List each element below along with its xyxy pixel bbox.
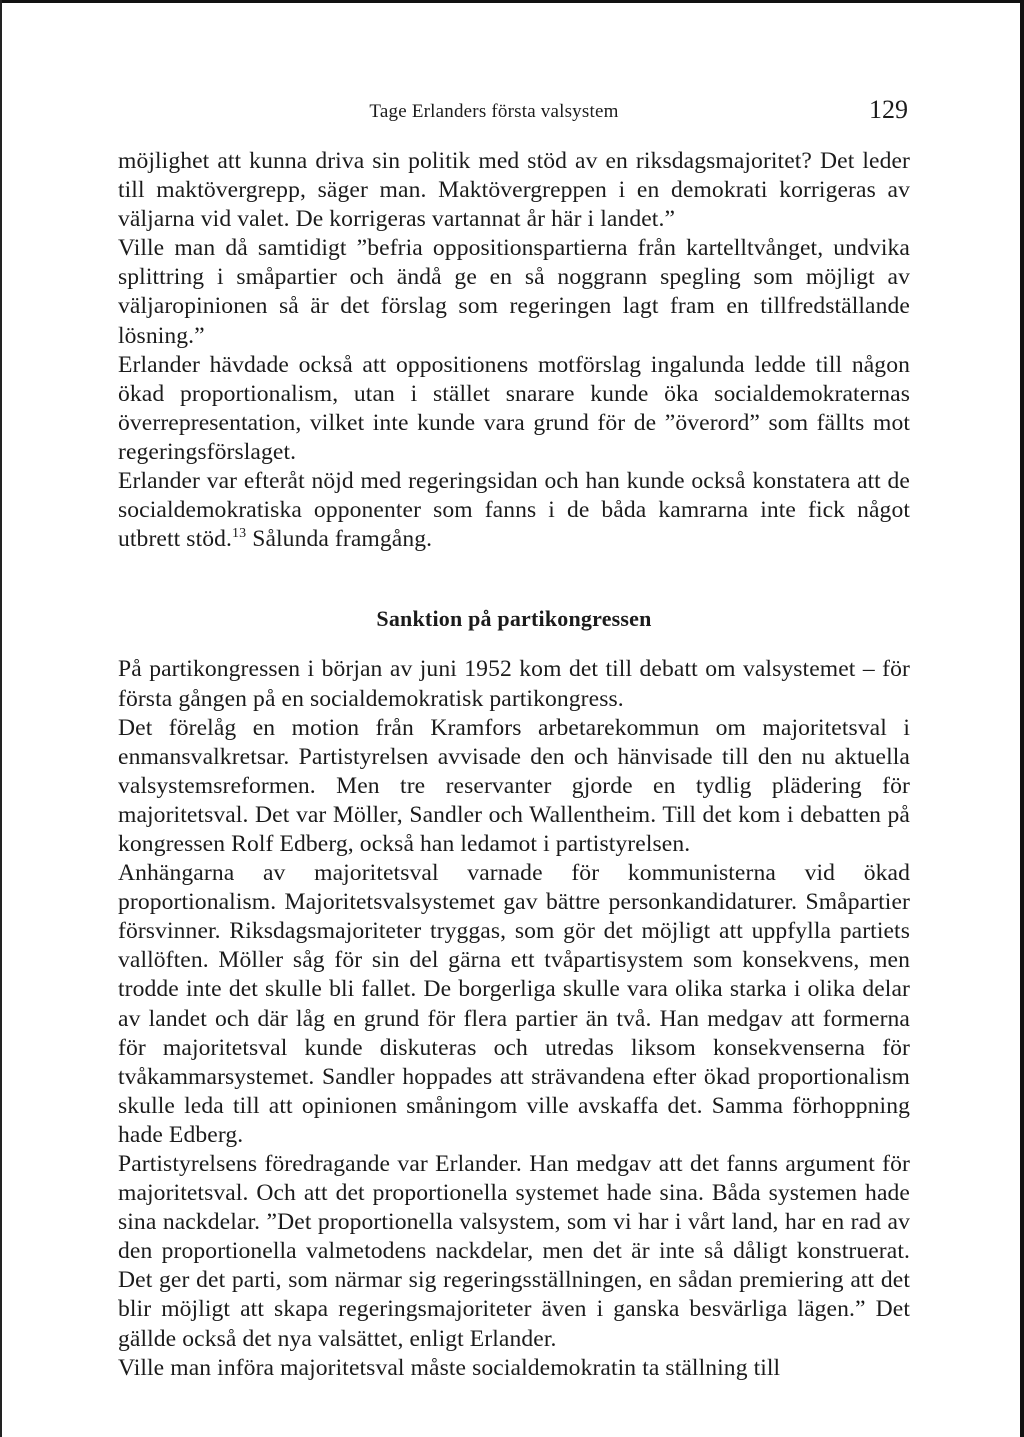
paragraph-with-footnote (118, 467, 910, 554)
scan-border-top (0, 0, 1024, 3)
paragraph: På partikongressen i början av juni 1952 kom det till debatt om valsystemet – för första gången på en socialdemokratisk partikongress. (118, 656, 910, 712)
paragraphs-before (118, 147, 910, 467)
running-title: Tage Erlanders första valsystem (369, 101, 619, 122)
paragraph-text: Erlander var efteråt nöjd med regeringsidan och han kunde också konstatera att de socialdemokratiska opponenter som fanns i de båda kamrarna inte fick något utbrett stöd. (118, 468, 910, 553)
page-number: 129 (869, 95, 908, 124)
paragraph: Ville man införa majoritetsval måste socialdemokratin ta ställning till (118, 1354, 781, 1381)
paragraph: Partistyrelsens föredragande var Erlander. Han medgav att det fanns argument för majoritetsval. Och att det proportionella systemet hade sina. Båda systemen hade sina nackdelar. ”Det proportionella valsystem, som vi har i vårt land, har en rad av den proportionella valmetodens nackdelar, men det är inte så dåligt konstruerat. Det ger det parti, som närmar sig regeringsställningen, en sådan premiering att det blir möjligt att skapa regeringsmajoriteter även i ganska besvärliga lägen.” Det gällde också det nya valsättet, enligt Erlander. (118, 1151, 910, 1352)
scan-border-right (1020, 0, 1024, 1437)
paragraph: Erlander hävdade också att oppositionens motförslag ingalunda ledde till någon ökad proportionalism, utan i stället snarare kunde öka socialdemokraternas överrepresentation, vilket inte kunde vara grund för de ”överord” som fällts mot regeringsförslaget. (118, 351, 910, 465)
running-head (118, 95, 910, 129)
paragraph: Det förelåg en motion från Kramfors arbetarekommun om majoritetsval i enmansvalkretsar. Partistyrelsen avvisade den och hänvisade till den nu aktuella valsystemsreformen. Men tre reservanter gjorde en tydlig plädering för majoritetsval. Det var Möller, Sandler och Wallentheim. Till det kom i debatten på kongressen Rolf Edberg, också han ledamot i partistyrelsen. (118, 714, 910, 857)
paragraphs-after (118, 655, 910, 1382)
section-heading: Sanktion på partikongressen (376, 606, 652, 632)
body-text (118, 147, 910, 1383)
footnote-marker: 13 (232, 526, 247, 542)
scan-border-left (0, 0, 2, 1437)
paragraph-text-end: Sålunda framgång. (246, 526, 433, 553)
paragraph: Anhängarna av majoritetsval varnade för kommunisterna vid ökad proportionalism. Majoritetsvalsystemet gav bättre personkandidaturer. Småpartier försvinner. Riksdagsmajoriteter tryggas, som gör det möjligt att uppfylla partiets vallöften. Möller såg för sin del gärna ett tvåpartisystem som konsekvens, men trodde inte det skulle bli fallet. De borgerliga skulle vara olika starka i olika delar av landet och där låg en grund för flera partier än två. Han medgav att formerna för majoritetsval kunde diskuteras och utredas liksom konsekvenserna för tvåkammarsystemet. Sandler hoppades att strävandena efter ökad proportionalism skulle leda till att opinionen småningom ville avskaffa det. Samma förhoppning hade Edberg. (118, 860, 910, 1148)
paragraph: Ville man då samtidigt ”befria oppositionspartierna från kartelltvånget, undvika splittring i småpartier och ändå ge en så noggrann spegling som möjligt av väljaropinionen så är det förslag som regeringen lagt fram en tillfredställande lösning.” (118, 235, 910, 349)
paragraph: möjlighet att kunna driva sin politik med stöd av en riksdagsmajoritet? Det leder till maktövergrepp, säger man. Maktövergreppen i en demokrati korrigeras av väljarna vid valet. De korrigeras vartannat år här i landet.” (118, 148, 910, 233)
